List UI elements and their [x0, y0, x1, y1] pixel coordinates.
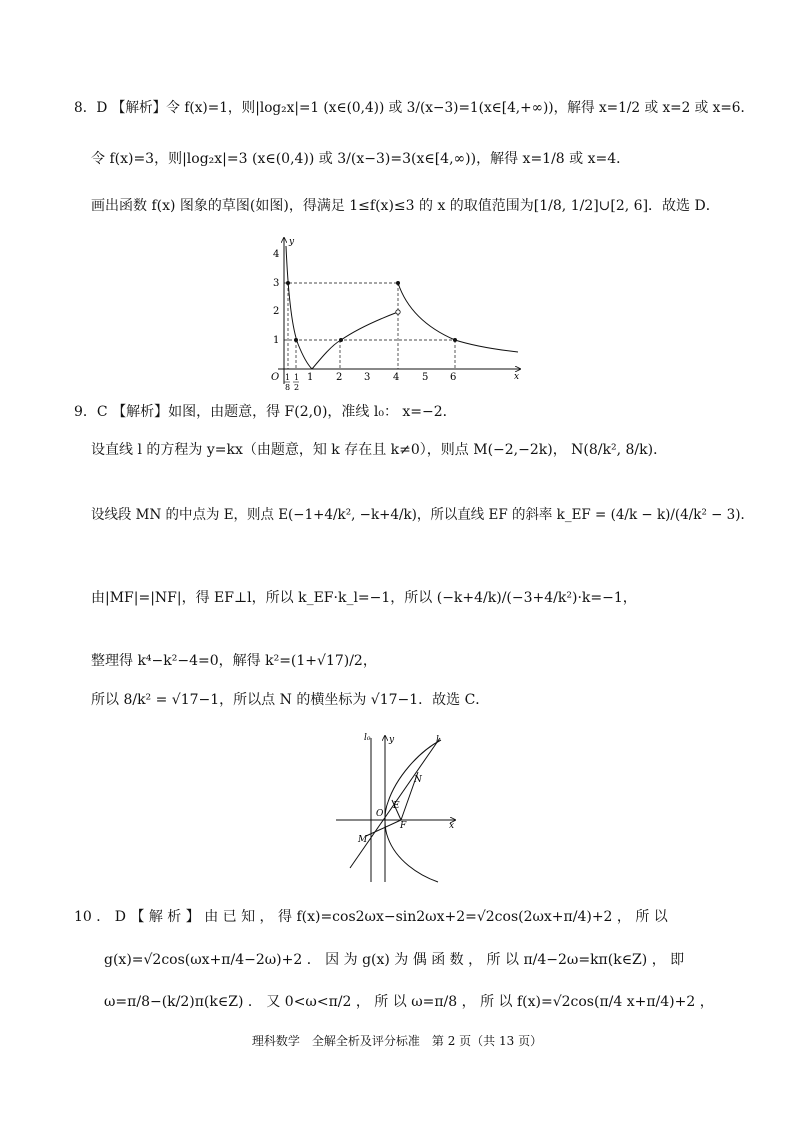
q8-frac-tick-half — [293, 373, 299, 392]
page-footer: 理科数学 全解全析及评分标准 第 2 页（共 13 页） — [251, 1034, 543, 1048]
q8-function-graph — [262, 232, 532, 392]
q9-line4: 由|MF|=|NF|，得 EF⊥l，所以 k_EF·k_l=−1，所以 (−k+4/k)/(−3+4/k²)·k=−1， — [91, 590, 637, 606]
q8-point-half — [294, 338, 298, 342]
q8-point-four-open — [396, 310, 400, 314]
q9-label-l0: l₀ — [364, 733, 371, 743]
q8-x-tick-4: 4 — [393, 372, 400, 383]
q8-curve-hyperbola — [398, 283, 518, 352]
q8-point-four-closed — [396, 281, 400, 285]
q9-label-l: l — [436, 735, 439, 745]
q8-frac-tick-eighth — [284, 373, 290, 392]
svg-text:2: 2 — [294, 383, 300, 392]
q8-x-tick-3: 3 — [364, 372, 371, 383]
svg-text:1: 1 — [294, 373, 300, 382]
q8-origin-label: O — [271, 372, 280, 383]
q8-y-tick-1: 1 — [273, 335, 280, 346]
q10-line1: 10 ． D 【 解 析 】 由 已 知 ， 得 f(x)=cos2ωx−sin2ωx+2=√2cos(2ωx+π/4)+2 ， 所 以 — [74, 909, 668, 925]
q8-line2: 令 f(x)=3，则|log₂x|=3 (x∈(0,4)) 或 3/(x−3)=3(x∈[4,∞))，解得 x=1/8 或 x=4． — [91, 151, 631, 167]
q9-line5: 整理得 k⁴−k²−4=0，解得 k²=(1+√17)/2， — [91, 653, 377, 669]
q9-line6: 所以 8/k² = √17−1，所以点 N 的横坐标为 √17−1．故选 C． — [91, 692, 490, 708]
q9-label-F: F — [400, 821, 407, 831]
q9-label-O: O — [376, 809, 384, 819]
q10-line3: ω=π/8−(k/2)π(k∈Z) ． 又 0<ω<π/2 ， 所 以 ω=π/8 ， 所 以 f(x)=√2cos(π/4 x+π/4)+2 ， — [104, 994, 714, 1010]
svg-text:1: 1 — [285, 373, 291, 382]
q9-label-N: N — [414, 775, 422, 785]
q10-line2: g(x)=√2cos(ωx+π/4−2ω)+2 ． 因 为 g(x) 为 偶 函 数 ， 所 以 π/4−2ω=kπ(k∈Z) ， 即 — [104, 952, 685, 968]
q8-line3: 画出函数 f(x) 图象的草图(如图)，得满足 1≤f(x)≤3 的 x 的取值范围为[1/8, 1/2]∪[2, 6]．故选 D． — [91, 198, 720, 214]
q9-line1: 9．C 【解析】如图，由题意，得 F(2,0)，准线 l₀： x=−2． — [74, 404, 457, 420]
q8-x-tick-5: 5 — [422, 372, 429, 383]
q8-point-two — [339, 338, 343, 342]
q8-x-tick-2: 2 — [336, 372, 343, 383]
svg-text:8: 8 — [285, 383, 291, 392]
q9-label-E: E — [393, 801, 400, 811]
q8-line1: 8．D 【解析】令 f(x)=1，则|log₂x|=1 (x∈(0,4)) 或 3/(x−3)=1(x∈[4,+∞))，解得 x=1/2 或 x=2 或 x=6． — [74, 100, 755, 116]
q8-x-label: x — [514, 372, 520, 382]
q9-label-M: M — [358, 835, 368, 845]
q8-x-tick-1: 1 — [307, 372, 314, 383]
q8-y-tick-3: 3 — [273, 278, 280, 289]
q8-curve-log-right — [312, 312, 398, 369]
q9-parabola — [385, 740, 441, 882]
q8-point-six — [453, 338, 457, 342]
q8-curve-log-left — [286, 246, 312, 369]
q9-parabola-graph — [328, 730, 463, 886]
q9-label-y: y — [389, 735, 395, 745]
q9-line2: 设直线 l 的方程为 y=kx（由题意，知 k 存在且 k≠0），则点 M(−2,−2k)， N(8/k², 8/k)． — [91, 442, 668, 458]
q8-point-eighth — [286, 281, 290, 285]
q8-y-tick-2: 2 — [273, 306, 280, 317]
q8-y-tick-4: 4 — [273, 249, 280, 260]
q9-label-x: x — [449, 821, 455, 831]
q8-y-label: y — [289, 237, 295, 247]
q9-line3: 设线段 MN 的中点为 E，则点 E(−1+4/k², −k+4/k)，所以直线 EF 的斜率 k_EF = (4/k − k)/(4/k² − 3)． — [91, 507, 754, 523]
q8-x-tick-6: 6 — [450, 372, 457, 383]
